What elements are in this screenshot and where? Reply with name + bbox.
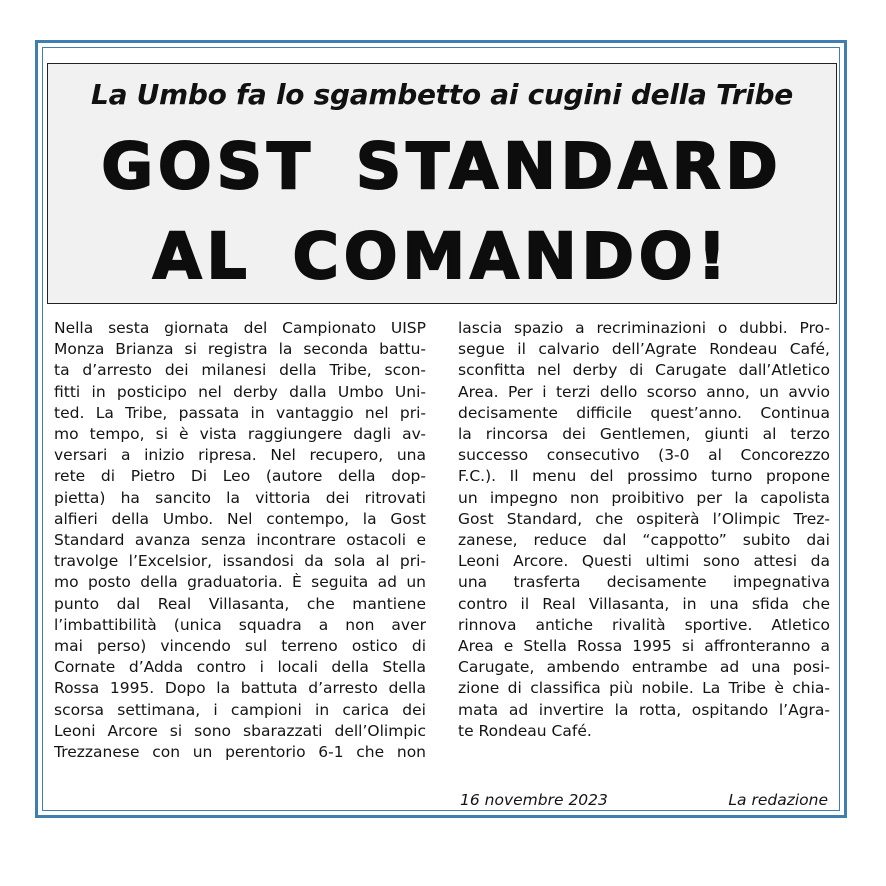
article-line: zione di classifica più nobile. La Tribe è chia-: [458, 679, 830, 698]
article-line: Monza Brianza si registra la seconda battu-: [54, 340, 426, 359]
article-line: contro il Real Villasanta, in una sfida che: [458, 594, 830, 613]
article-line: Leoni Arcore. Questi ultimi sono attesi da: [458, 552, 830, 571]
article-line: decisamente difficile quest’anno. Continua: [458, 403, 830, 422]
article-line: mata ad invertire la rotta, ospitando l’Agra-: [458, 700, 830, 719]
article-line: l’imbattibilità (unica squadra a non aver: [54, 615, 426, 634]
article-line: travolge l’Excelsior, issandosi da sola al pri-: [54, 552, 426, 571]
article-line: Area. Per i terzi dello scorso anno, un avvio: [458, 382, 830, 401]
article-line: scorsa settimana, i campioni in carica dei: [54, 700, 426, 719]
article-line: segue il calvario dell’Agrate Rondeau Café,: [458, 340, 830, 359]
article-line: te Rondeau Café.: [458, 721, 592, 740]
article-line: mo posto della graduatoria. È seguita ad un: [54, 573, 426, 592]
article-date: 16 novembre 2023: [460, 791, 608, 809]
article-author: La redazione: [728, 791, 828, 809]
article-line: Trezzanese con un perentorio 6-1 che non: [54, 743, 426, 762]
article-line: la rincorsa dei Gentlemen, giunti al terzo: [458, 425, 830, 444]
headline-title-line-1: GOST STANDARD: [101, 130, 783, 203]
article-line: una trasferta decisamente impegnativa: [458, 573, 830, 592]
article-line: lascia spazio a recriminazioni o dubbi. Pro-: [458, 319, 830, 337]
article-line: Area e Stella Rossa 1995 si affronteranno a: [458, 637, 830, 656]
article-line: ta d’arresto dei milanesi della Tribe, scon-: [54, 361, 426, 380]
article-line: versari a inizio ripresa. Nel recupero, una: [54, 446, 426, 465]
article-line: punto dal Real Villasanta, che mantiene: [54, 594, 426, 613]
article-line: successo consecutivo (3-0 al Concorezzo: [458, 446, 830, 465]
headline-box: [47, 63, 837, 304]
article-line: Rossa 1995. Dopo la battuta d’arresto della: [54, 679, 426, 698]
article-line: Nella sesta giornata del Campionato UISP: [54, 319, 426, 337]
article-line: rinnova antiche rivalità sportive. Atletico: [458, 615, 830, 634]
article-line: mai perso) vincendo sul terreno ostico di: [54, 637, 426, 656]
article-left-column: [54, 318, 426, 763]
article-line: Gost Standard, che ospiterà l’Olimpic Trez-: [458, 509, 830, 528]
headline-title-line-2: AL COMANDO!: [152, 220, 732, 293]
article-line: fitti in posticipo nel derby dalla Umbo Uni-: [54, 382, 426, 401]
article-line: F.C.). Il menu del prossimo turno propone: [458, 467, 830, 486]
article-line: pietta) ha sancito la vittoria dei ritrovati: [54, 488, 426, 507]
article-line: Leoni Arcore si sono sbarazzati dell’Olimpic: [54, 721, 426, 740]
article-line: ted. La Tribe, passata in vantaggio nel pri-: [54, 403, 426, 422]
article-line: alfieri della Umbo. Nel contempo, la Gost: [54, 509, 426, 528]
article-line: mo tempo, si è vista raggiungere dagli av-: [54, 425, 426, 444]
article-line: Cornate d’Adda contro i locali della Stella: [54, 658, 426, 677]
article-line: zanese, reduce dal “cappotto” subito dai: [458, 531, 830, 550]
article-right-column: [458, 318, 830, 742]
article-line: rete di Pietro Di Leo (autore della dop-: [54, 467, 426, 486]
headline-kicker: La Umbo fa lo sgambetto ai cugini della Tribe: [91, 78, 793, 111]
article-line: Carugate, ambendo entrambe ad una posi-: [458, 658, 830, 677]
article-line: un impegno non proibitivo per la capolista: [458, 488, 830, 507]
article-line: Standard avanza senza incontrare ostacoli e: [54, 531, 426, 550]
article-line: sconfitta nel derby di Carugate dall’Atletico: [458, 361, 830, 380]
